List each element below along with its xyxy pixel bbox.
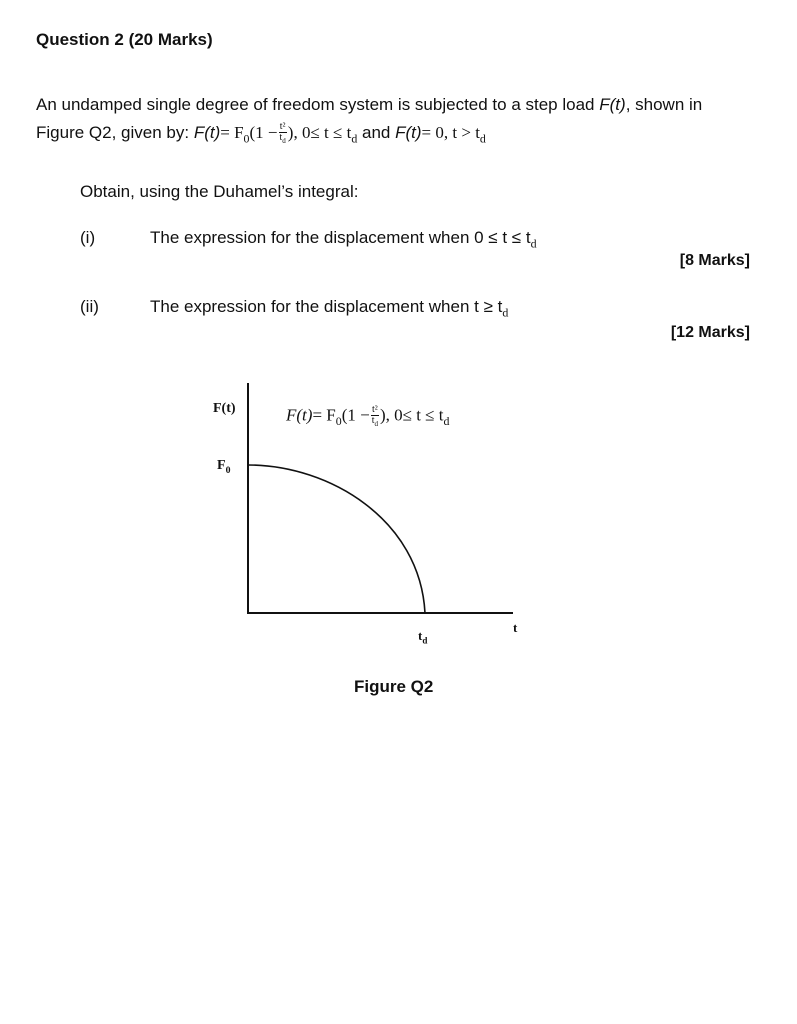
eq-ft-2: F(t): [395, 122, 422, 142]
f0-label: $F_0$: [217, 458, 231, 476]
eq-range: ), $0\le t \le t_d$: [287, 122, 358, 146]
load-curve: [248, 465, 425, 613]
eq-zero: = 0, $t > t_d$: [421, 122, 486, 146]
part-ii-marks: [12 Marks]: [670, 324, 750, 341]
intro-text: An undamped single degree of freedom system is subjected to a step load: [36, 95, 595, 114]
part-i-number: (i): [80, 228, 96, 247]
eq-and: and: [362, 122, 391, 142]
figure-caption: Figure Q2: [354, 677, 434, 696]
part-i-text: The expression for the displacement when $0 \le t \le t_d$: [150, 228, 537, 251]
obtain-text: Obtain, using the Duhamel’s integral:: [80, 182, 359, 201]
figure-equation: $F(t)= F_0(1$ − $\frac{\text{t²}}{t_d}$ ), $0\le t \le t_d$: [286, 404, 450, 428]
part-ii-text: The expression for the displacement when $t \ge t_d$: [150, 297, 509, 320]
intro-end: , shown in: [625, 95, 703, 114]
td-label: $t_d$: [418, 628, 428, 646]
t-axis-label: t: [513, 620, 518, 635]
y-axis-label: F(t): [213, 401, 236, 416]
part-i-marks: [8 Marks]: [679, 252, 750, 269]
eq-fraction: $\frac{\text{t²}}{t_d}$: [279, 121, 286, 145]
eq-f0: = $F_0(1$ −: [220, 122, 278, 146]
intro-figure-ref: Figure Q2, given by:: [36, 122, 190, 142]
part-ii-number: (ii): [80, 297, 99, 316]
question-title: Question 2 (20 Marks): [36, 30, 213, 49]
eq-ft: F(t): [193, 122, 221, 142]
intro-ft: F(t): [599, 95, 626, 114]
